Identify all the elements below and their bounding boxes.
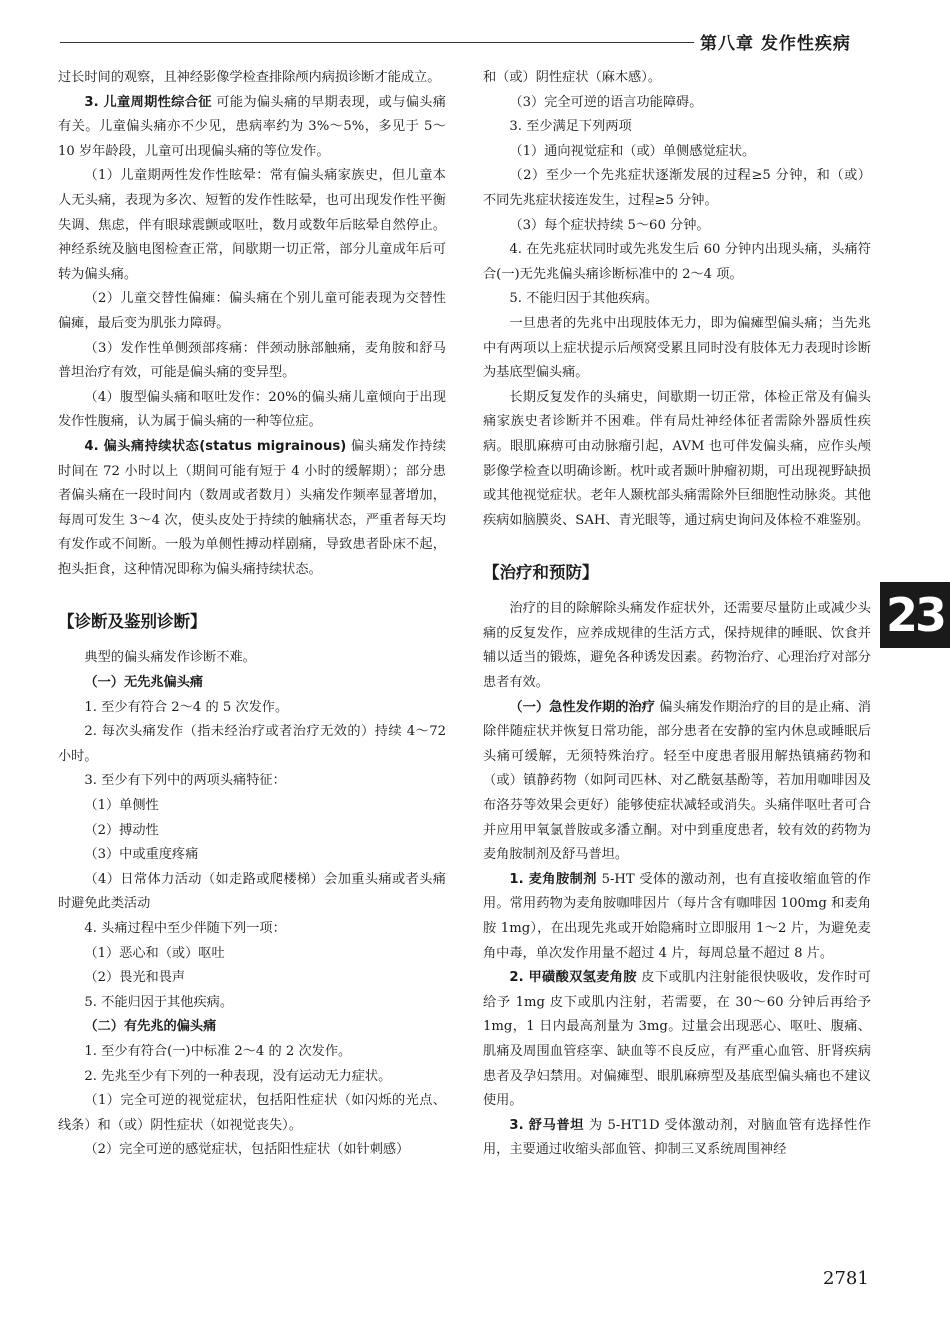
paragraph: 过长时间的观察，且神经影像学检查排除颅内病损诊断才能成立。	[58, 70, 441, 85]
list-item: 5. 不能归因于其他疾病。	[84, 994, 234, 1010]
item-lead: 3. 儿童周期性综合征	[84, 94, 212, 110]
chapter-header: 第八章 发作性疾病	[700, 34, 851, 54]
list-item: 1. 至少有符合(一)中标准 2～4 的 2 次发作。	[84, 1043, 352, 1059]
subsection-heading: （二）有先兆的偏头痛	[84, 1019, 217, 1035]
list-item: （4）日常体力活动（如走路或爬楼梯）会加重头痛或者头痛时避免此类活动	[58, 871, 446, 912]
item-lead: 4. 偏头痛持续状态(status migrainous)	[84, 438, 347, 454]
list-item: 4. 头痛过程中至少伴随下列一项：	[84, 921, 286, 936]
item-lead: （一）急性发作期的治疗	[509, 699, 655, 715]
right-column	[483, 66, 871, 1163]
paragraph: （4）腹型偏头痛和呕吐发作：20%的偏头痛儿童倾向于出现发作性腹痛，认为属于偏头痛的一种等位症。	[58, 389, 446, 430]
list-item: （2）完全可逆的感觉症状，包括阳性症状（如针刺感）	[84, 1142, 410, 1158]
list-item: 2. 先兆至少有下列的一种表现，没有运动无力症状。	[84, 1068, 392, 1084]
list-item: 3. 至少满足下列两项	[509, 119, 632, 135]
list-item: （2）搏动性	[84, 822, 159, 838]
chapter-tab: 23	[880, 582, 950, 648]
paragraph	[483, 966, 871, 1114]
item-lead: 3. 舒马普坦	[509, 1117, 585, 1133]
paragraph: 长期反复发作的头痛史，间歇期一切正常，体检正常及有偏头痛家族史者诊断并不困难。伴有局灶神经体征者需除外器质性疾病。眼肌麻痹可由动脉瘤引起，AVM 也可伴发偏头痛，应作头颅影像学检查以明确诊断。枕叶或者颞叶肿瘤初期，可出现视野缺损或其他视觉症状。老年人颞枕部头痛需除外巨细胞性动脉炎。其他疾病如脑膜炎、SAH、青光眼等，通过病史询问及体检不难鉴别。	[483, 389, 871, 528]
item-text: 皮下或肌内注射能很快吸收，发作时可给予 1mg 皮下或肌内注射，若需要，在 30～60 分钟后再给予 1mg，1 日内最高剂量为 3mg。过量会出现恶心、呕吐、腹痛、肌痛及周围血管痉挛、缺血等不良反应，有严重心血管、肝肾疾病患者及孕妇禁用。对偏瘫型、眼肌麻痹型及基底型偏头痛也不建议使用。	[483, 970, 871, 1109]
paragraph: 治疗的目的除解除头痛发作症状外，还需要尽量防止或减少头痛的反复发作，应养成规律的生活方式，保持规律的睡眠、饮食并辅以适当的锻炼，避免各种诱发因素。药物治疗、心理治疗对部分患者有效。	[483, 601, 871, 691]
paragraph: （1）儿童期两性发作性眩晕：常有偏头痛家族史，但儿童本人无头痛，表现为多次、短暂的发作性眩晕，也可出现发作性平衡失调、焦虑，伴有眼球震颤或呕吐，数月或数年后眩晕自然停止。神经系统及脑电图检查正常，间歇期一切正常，部分儿童成年后可转为偏头痛。	[58, 168, 446, 282]
paragraph	[58, 91, 446, 165]
list-item: （2）畏光和畏声	[84, 970, 186, 986]
section-heading-treatment: 【治疗和预防】	[483, 563, 599, 583]
paragraph: （3）发作性单侧颈部疼痛：伴颈动脉部触痛，麦角胺和舒马普坦治疗有效，可能是偏头痛的变异型。	[58, 340, 446, 381]
list-item: 1. 至少有符合 2～4 的 5 次发作。	[84, 699, 289, 715]
list-item: （2）至少一个先兆症状逐渐发展的过程≥5 分钟，和（或）不同先兆症状接连发生，过程≥5 分钟。	[483, 168, 871, 208]
subsection-heading: （一）无先兆偏头痛	[84, 675, 204, 691]
paragraph	[58, 435, 446, 583]
paragraph: 和（或）阴性症状（麻木感）。	[483, 70, 662, 85]
list-item: （1）单侧性	[84, 798, 159, 814]
list-item: （3）完全可逆的语言功能障碍。	[509, 94, 703, 110]
section-heading-diagnosis: 【诊断及鉴别诊断】	[58, 612, 207, 632]
left-column	[58, 66, 446, 1163]
paragraph: 典型的偏头痛发作诊断不难。	[84, 650, 256, 666]
item-lead: 2. 甲磺酸双氢麦角胺	[509, 970, 637, 986]
list-item: （3）中或重度疼痛	[84, 847, 199, 863]
item-text: 5-HT 受体的激动剂，也有直接收缩血管的作用。常用药物为麦角胺咖啡因片（每片含有咖啡因 100mg 和麦角胺 1mg），在出现先兆或开始隐痛时立即服用 1～2 片，为避免麦角中毒，单次发作用量不超过 4 片，每周总量不超过 8 片。	[483, 871, 871, 961]
list-item: 3. 至少有下列中的两项头痛特征：	[84, 773, 286, 789]
item-lead: 1. 麦角胺制剂	[509, 871, 597, 887]
item-text: 可能为偏头痛的早期表现，或与偏头痛有关。儿童偏头痛亦不少见，患病率约为 3%～5%，多见于 5～10 岁年龄段，儿童可出现偏头痛的等位发作。	[58, 94, 446, 159]
list-item: （1）恶心和（或）呕吐	[84, 945, 225, 961]
list-item: 2. 每次头痛发作（指未经治疗或者治疗无效的）持续 4～72 小时。	[58, 724, 446, 764]
list-item: 5. 不能归因于其他疾病。	[509, 291, 659, 307]
list-item: （1）完全可逆的视觉症状，包括阳性症状（如闪烁的光点、线条）和（或）阴性症状（如视觉丧失）。	[58, 1093, 446, 1133]
list-item: 4. 在先兆症状同时或先兆发生后 60 分钟内出现头痛，头痛符合(一)无先兆偏头痛诊断标准中的 2～4 项。	[483, 242, 871, 282]
item-text: 偏头痛发作持续时间在 72 小时以上（期间可能有短于 4 小时的缓解期）；部分患者偏头痛在一段时间内（数周或者数月）头痛发作频率显著增加，每周可发生 3～4 次，使头皮处于持续的触痛状态，严重者每天均有发作或不间断。一般为单侧性搏动样剧痛，导致患者卧床不起，抱头拒食，这种情况即称为偏头痛持续状态。	[58, 438, 446, 577]
paragraph: 一旦患者的先兆中出现肢体无力，即为偏瘫型偏头痛；当先兆中有两项以上症状提示后颅窝受累且同时没有肢体无力表现时诊断为基底型偏头痛。	[483, 315, 871, 381]
list-item: （3）每个症状持续 5～60 分钟。	[509, 217, 710, 233]
header-rule	[60, 42, 694, 43]
paragraph	[483, 868, 871, 966]
page-number: 2781	[823, 1268, 869, 1289]
paragraph	[483, 696, 871, 868]
item-text: 为 5-HT1D 受体激动剂，对脑血管有选择性作用，主要通过收缩头部血管、抑制三叉系统周围神经	[483, 1117, 871, 1158]
paragraph	[483, 1114, 871, 1163]
list-item: （1）通向视觉症和（或）单侧感觉症状。	[509, 143, 756, 159]
item-text: 偏头痛发作期治疗的目的是止痛、消除伴随症状并恢复日常功能，部分患者在安静的室内休息或睡眠后头痛可缓解，无须特殊治疗。轻至中度患者服用解热镇痛药物和（或）镇静药物（如阿司匹林、对乙酰氨基酚等，若加用咖啡因及布洛芬等效果会更好）能够使症状减轻或消失。头痛伴呕吐者可合并应用甲氧氯普胺或多潘立酮。对中到重度患者，较有效的药物为麦角胺制剂及舒马普坦。	[483, 699, 871, 863]
paragraph: （2）儿童交替性偏瘫：偏头痛在个别儿童可能表现为交替性偏瘫，最后变为肌张力障碍。	[58, 291, 446, 331]
